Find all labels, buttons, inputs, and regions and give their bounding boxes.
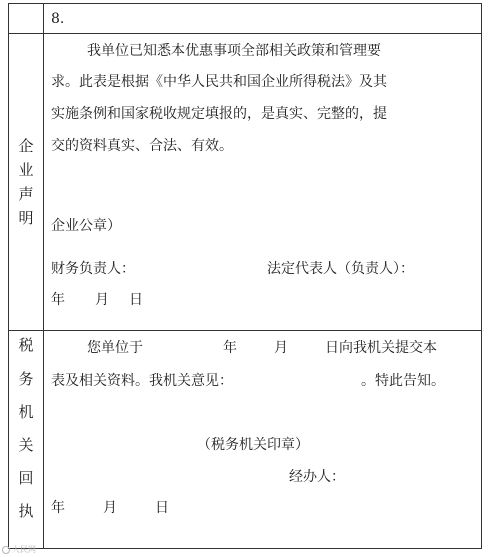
tax-authority-seal-label: （税务机关印章） bbox=[197, 437, 309, 453]
date-day: 日 bbox=[129, 292, 143, 308]
receipt-date-year: 年 bbox=[51, 500, 65, 516]
finance-head-label: 财务负责人： bbox=[51, 261, 135, 277]
side-char: 明 bbox=[18, 209, 34, 227]
declaration-text-line: 交的资料真实、合法、有效。 bbox=[51, 138, 233, 154]
watermark-logo-icon bbox=[2, 546, 10, 554]
side-char: 机 bbox=[18, 403, 34, 421]
declaration-text-line: 求。此表是根据《中华人民共和国企业所得税法》及其 bbox=[51, 74, 387, 90]
side-char: 企 bbox=[18, 137, 34, 155]
side-char: 税 bbox=[18, 336, 34, 354]
watermark-text: 人民网 bbox=[12, 545, 36, 554]
legal-representative-label: 法定代表人（负责人）： bbox=[267, 261, 414, 277]
handler-label: 经办人： bbox=[289, 469, 345, 485]
receipt-text-rest: 日向我机关提交本 bbox=[325, 340, 437, 356]
side-char: 业 bbox=[18, 161, 34, 179]
receipt-date-month: 月 bbox=[103, 500, 117, 516]
row-divider bbox=[9, 330, 481, 331]
row-divider bbox=[9, 33, 481, 34]
date-month: 月 bbox=[95, 292, 109, 308]
receipt-opinion-label: 表及相关资料。我机关意见： bbox=[51, 373, 233, 389]
side-char: 回 bbox=[18, 469, 34, 487]
watermark bbox=[2, 544, 36, 555]
side-char: 务 bbox=[18, 370, 34, 388]
side-char: 关 bbox=[18, 436, 34, 454]
side-char: 声 bbox=[18, 185, 34, 203]
row-number: 8. bbox=[51, 11, 65, 27]
receipt-text-start: 您单位于 bbox=[87, 340, 143, 356]
receipt-month: 月 bbox=[274, 340, 288, 356]
receipt-notice: 。特此告知。 bbox=[361, 373, 445, 389]
receipt-date-day: 日 bbox=[155, 500, 169, 516]
side-char: 执 bbox=[18, 502, 34, 520]
declaration-text-line: 实施条例和国家税收规定填报的，是真实、完整的，提 bbox=[51, 106, 387, 122]
date-year: 年 bbox=[51, 292, 65, 308]
column-divider bbox=[43, 4, 44, 548]
receipt-year: 年 bbox=[223, 340, 237, 356]
declaration-text-line: 我单位已知悉本优惠事项全部相关政策和管理要 bbox=[87, 43, 381, 59]
enterprise-seal-label: 企业公章） bbox=[51, 218, 121, 234]
declaration-form-table bbox=[8, 3, 482, 549]
